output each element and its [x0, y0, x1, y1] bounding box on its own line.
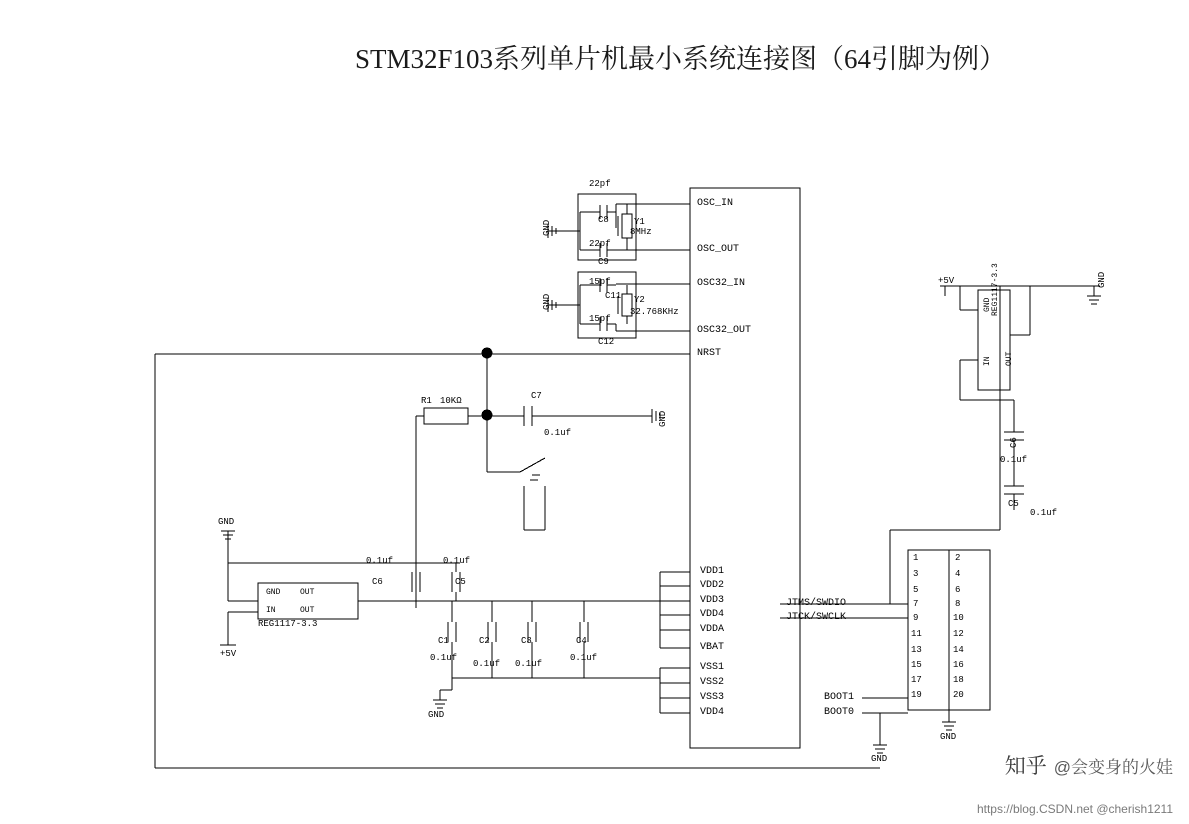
- label-y1-ref: Y1: [634, 217, 645, 227]
- label-c5-left-ref: C5: [455, 577, 466, 587]
- label-reg-left-out-pin1: OUT: [300, 588, 315, 597]
- header-pin-11: 11: [911, 629, 922, 639]
- pin-label-vdd4b: VDD4: [700, 707, 725, 718]
- label-c9-ref: C9: [598, 257, 609, 267]
- label-c5-right-ref: C5: [1008, 499, 1019, 509]
- header-pin-2: 2: [955, 553, 961, 563]
- label-c5-left-value: 0.1uf: [443, 556, 471, 566]
- watermark-logo: 知乎: [1004, 755, 1047, 778]
- pin-label-osc-out: OSC_OUT: [697, 244, 740, 255]
- pin-label-osc32-in: OSC32_IN: [697, 278, 746, 289]
- label-c7-ref: C7: [531, 391, 542, 401]
- label-reg-left-out-pin2: OUT: [300, 606, 315, 615]
- label-gnd-vss: GND: [428, 710, 445, 720]
- label-gnd-osc1: GND: [542, 219, 552, 236]
- header-pin-19: 19: [911, 690, 922, 700]
- pin-label-vss3: VSS3: [700, 692, 725, 703]
- header-pin-12: 12: [953, 629, 964, 639]
- header-pin-9: 9: [913, 613, 919, 623]
- label-c2-value: 0.1uf: [473, 659, 501, 669]
- label-y2-value: 32.768KHz: [630, 307, 679, 317]
- header-pin-10: 10: [953, 613, 964, 623]
- label-reg-right-in-pin: IN: [983, 356, 992, 366]
- label-reg-right-out-pin: OUT: [1005, 351, 1014, 366]
- pin-label-boot0: BOOT0: [824, 707, 855, 718]
- header-pin-18: 18: [953, 675, 964, 685]
- pin-label-vss1: VSS1: [700, 662, 725, 673]
- label-c1-value: 0.1uf: [430, 653, 458, 663]
- header-pin-14: 14: [953, 645, 964, 655]
- pin-label-vdda: VDDA: [700, 624, 725, 635]
- label-c6-right-value: 0.1uf: [1000, 455, 1028, 465]
- label-gnd-osc2: GND: [542, 293, 552, 310]
- label-c11-value: 15pf: [589, 277, 611, 287]
- label-reg-right-ref: REG1117-3.3: [991, 263, 1000, 316]
- label-reg-left-gnd-pin: GND: [266, 588, 281, 597]
- label-c4-value: 0.1uf: [570, 653, 598, 663]
- pin-label-nrst: NRST: [697, 348, 722, 359]
- pin-label-vss2: VSS2: [700, 677, 725, 688]
- label-gnd-boot: GND: [871, 754, 888, 764]
- label-c2-ref: C2: [479, 636, 490, 646]
- pin-label-osc-in: OSC_IN: [697, 198, 734, 209]
- page-title: STM32F103系列单片机最小系统连接图（64引脚为例）: [355, 44, 1007, 74]
- watermark: [1005, 750, 1173, 780]
- label-c7-value: 0.1uf: [544, 428, 572, 438]
- label-gnd-reg-left: GND: [218, 517, 235, 527]
- pin-label-vdd3: VDD3: [700, 595, 725, 606]
- label-reg-right-input: +5V: [938, 276, 955, 286]
- pin-label-vdd2: VDD2: [700, 580, 725, 591]
- label-c9-value: 22pf: [589, 239, 611, 249]
- header-pin-3: 3: [913, 569, 919, 579]
- label-y2-ref: Y2: [634, 295, 645, 305]
- credit-text: https://blog.CSDN.net @cherish1211: [976, 802, 1173, 816]
- label-reg-left-ref: REG1117-3.3: [258, 619, 318, 629]
- label-c6-right-ref: C6: [1009, 437, 1019, 448]
- label-gnd-header: GND: [940, 732, 957, 742]
- label-c4-ref: C4: [576, 636, 587, 646]
- label-reg-left-in-pin: IN: [266, 606, 276, 615]
- header-pin-1: 1: [913, 553, 919, 563]
- label-c12-ref: C12: [598, 337, 615, 347]
- label-c11-ref: C11: [605, 291, 622, 301]
- pin-label-osc32-out: OSC32_OUT: [697, 325, 752, 336]
- label-c3-ref: C3: [521, 636, 532, 646]
- label-c6-left-ref: C6: [372, 577, 383, 587]
- pin-label-boot1: BOOT1: [824, 692, 855, 703]
- label-gnd-c7: GND: [658, 410, 668, 427]
- header-pin-5: 5: [913, 585, 919, 595]
- header-pin-15: 15: [911, 660, 922, 670]
- label-gnd-reg-right: GND: [1097, 271, 1107, 288]
- label-c3-value: 0.1uf: [515, 659, 543, 669]
- header-pin-17: 17: [911, 675, 922, 685]
- label-c8-value: 22pf: [589, 179, 611, 189]
- label-c12-value: 15pf: [589, 314, 611, 324]
- pin-label-jtms: JTMS/SWDIO: [786, 598, 847, 609]
- pin-label-jtck: JTCK/SWCLK: [786, 612, 847, 623]
- header-pin-16: 16: [953, 660, 964, 670]
- header-pin-20: 20: [953, 690, 964, 700]
- watermark-user: @会变身的火娃: [1053, 757, 1173, 777]
- label-c8-ref: C8: [598, 215, 609, 225]
- header-pin-8: 8: [955, 599, 961, 609]
- pin-label-vdd1: VDD1: [700, 566, 725, 577]
- label-c6-left-value: 0.1uf: [366, 556, 394, 566]
- header-pin-6: 6: [955, 585, 961, 595]
- label-reg-left-input: +5V: [220, 649, 237, 659]
- header-pin-13: 13: [911, 645, 922, 655]
- pin-label-vbat: VBAT: [700, 642, 725, 653]
- label-reg-right-gnd-pin: GND: [983, 297, 992, 312]
- header-pin-4: 4: [955, 569, 961, 579]
- label-r1-ref: R1: [421, 396, 432, 406]
- label-c5-right-value: 0.1uf: [1030, 508, 1058, 518]
- label-r1-value: 10KΩ: [440, 396, 462, 406]
- label-c1-ref: C1: [438, 636, 449, 646]
- header-pin-7: 7: [913, 599, 919, 609]
- pin-label-vdd4: VDD4: [700, 609, 725, 620]
- label-y1-value: 8MHz: [630, 227, 652, 237]
